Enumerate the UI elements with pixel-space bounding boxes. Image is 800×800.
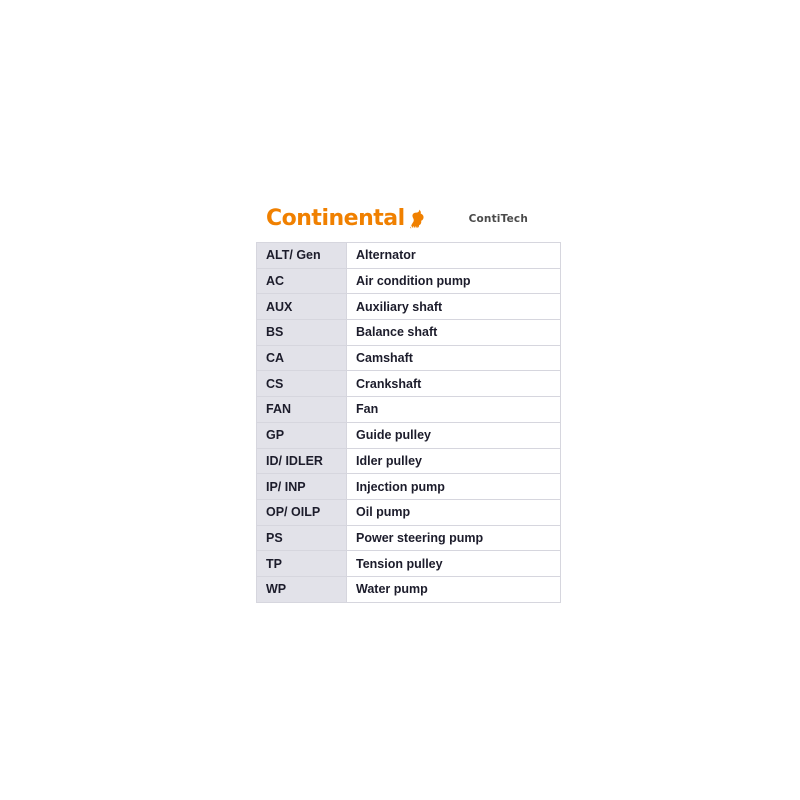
table-row xyxy=(257,345,561,371)
description-cell: Crankshaft xyxy=(347,371,561,397)
abbreviation-cell: ALT/ Gen xyxy=(257,243,347,269)
abbreviation-cell: FAN xyxy=(257,397,347,423)
table-row xyxy=(257,397,561,423)
description-cell: Water pump xyxy=(347,576,561,602)
abbreviation-table xyxy=(256,242,561,603)
description-cell: Idler pulley xyxy=(347,448,561,474)
abbreviation-cell: AUX xyxy=(257,294,347,320)
table-row xyxy=(257,525,561,551)
description-cell: Guide pulley xyxy=(347,422,561,448)
abbreviation-cell: WP xyxy=(257,576,347,602)
table-row xyxy=(257,499,561,525)
description-cell: Balance shaft xyxy=(347,320,561,346)
table-row xyxy=(257,243,561,269)
brand-wordmark: Continental xyxy=(266,206,405,231)
abbreviation-cell: CA xyxy=(257,345,347,371)
continental-logo xyxy=(266,208,426,230)
table-row xyxy=(257,268,561,294)
description-cell: Oil pump xyxy=(347,499,561,525)
description-cell: Air condition pump xyxy=(347,268,561,294)
abbreviation-cell: GP xyxy=(257,422,347,448)
table-row xyxy=(257,551,561,577)
description-cell: Injection pump xyxy=(347,474,561,500)
sub-brand-label: ContiTech xyxy=(468,213,528,225)
description-cell: Auxiliary shaft xyxy=(347,294,561,320)
abbreviation-table-body xyxy=(257,243,561,603)
table-row xyxy=(257,294,561,320)
brand-header xyxy=(256,196,540,242)
abbreviation-cell: TP xyxy=(257,551,347,577)
table-row xyxy=(257,320,561,346)
abbreviation-cell: IP/ INP xyxy=(257,474,347,500)
description-cell: Tension pulley xyxy=(347,551,561,577)
table-row xyxy=(257,576,561,602)
abbreviation-cell: BS xyxy=(257,320,347,346)
abbreviation-cell: AC xyxy=(257,268,347,294)
table-row xyxy=(257,448,561,474)
abbreviation-cell: OP/ OILP xyxy=(257,499,347,525)
table-row xyxy=(257,371,561,397)
description-cell: Fan xyxy=(347,397,561,423)
abbreviation-cell: CS xyxy=(257,371,347,397)
continental-horse-icon xyxy=(408,208,426,230)
abbreviation-cell: PS xyxy=(257,525,347,551)
table-row xyxy=(257,474,561,500)
description-cell: Camshaft xyxy=(347,345,561,371)
description-cell: Alternator xyxy=(347,243,561,269)
description-cell: Power steering pump xyxy=(347,525,561,551)
table-row xyxy=(257,422,561,448)
abbreviation-legend-card xyxy=(256,196,540,603)
abbreviation-cell: ID/ IDLER xyxy=(257,448,347,474)
